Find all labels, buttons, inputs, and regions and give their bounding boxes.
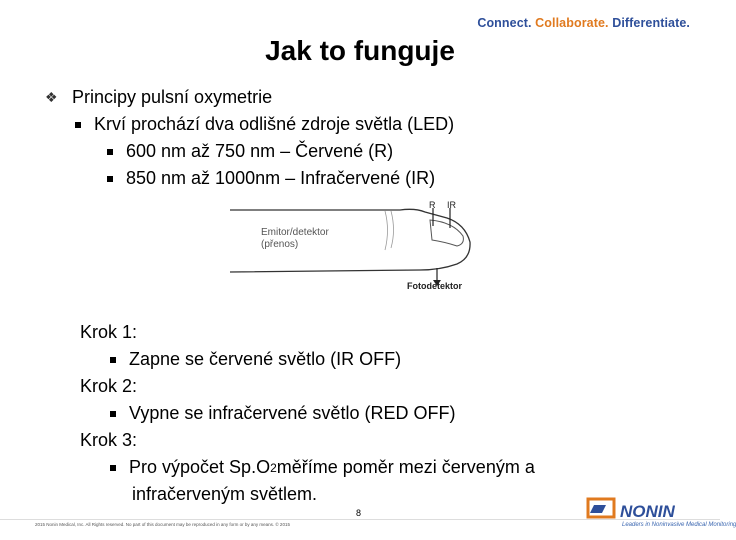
step2-text: Vypne se infračervené světlo (RED OFF) [129, 403, 456, 423]
nonin-logo [588, 495, 713, 535]
label-r: R [429, 200, 436, 210]
bullet-red-text: 600 nm až 750 nm – Červené (R) [126, 141, 394, 161]
bullet-ir [45, 165, 454, 192]
bullet-red [45, 138, 454, 165]
label-emitter-2: (přenos) [261, 239, 299, 250]
bullet-main [45, 84, 454, 111]
step3-text-b: měříme poměr mezi červeným a [276, 457, 535, 477]
tagline-differentiate: Differentiate. [612, 16, 690, 30]
step2-head: Krok 2: [80, 376, 138, 396]
bullet-sub [45, 111, 454, 138]
logo-mark-blue [590, 505, 606, 513]
bullet-sub-text: Krví prochází dva odlišné zdroje světla (LED) [94, 114, 455, 134]
step3-head: Krok 3: [80, 430, 138, 450]
skin-crease [385, 211, 388, 250]
square-bullet-icon [110, 357, 116, 363]
step3-continuation: infračerveným světlem. [132, 484, 318, 504]
bullet-list [45, 84, 454, 192]
bullet-ir-text: 850 nm až 1000nm – Infračervené (IR) [126, 168, 436, 188]
finger-diagram [225, 200, 515, 300]
step1-item [80, 346, 535, 373]
step3-text-a: Pro výpočet Sp.O [129, 457, 271, 477]
slide-title: Jak to funguje [265, 35, 455, 66]
square-bullet-icon [107, 176, 113, 182]
label-ir: IR [447, 200, 456, 210]
square-bullet-icon [107, 149, 113, 155]
step3-item: Pro výpočet Sp.O 2 měříme poměr mezi červeným a [80, 454, 535, 481]
bullet-main-text: Principy pulsní oxymetrie [72, 87, 273, 107]
copyright-text: 2015 Nonin Medical, Inc. All Rights reserved. No part of this document may be reproduced in any form or by any means. © 2015 [35, 522, 290, 527]
square-bullet-icon [110, 411, 116, 417]
tagline-collaborate: Collaborate. [535, 16, 609, 30]
label-photodetector: Fotodetektor [407, 281, 462, 291]
square-bullet-icon [110, 465, 116, 471]
header-tagline [477, 16, 690, 30]
skin-crease [391, 211, 394, 248]
square-bullet-icon [75, 122, 81, 128]
label-emitter: Emitor/detektor [261, 227, 329, 238]
step1-head: Krok 1: [80, 322, 138, 342]
step1-text: Zapne se červené světlo (IR OFF) [129, 349, 402, 369]
steps-list [80, 319, 535, 508]
logo-text: NONIN [620, 502, 675, 521]
tagline-connect: Connect. [477, 16, 532, 30]
step2-item [80, 400, 535, 427]
logo-subtitle: Leaders in Noninvasive Medical Monitoring [622, 522, 736, 528]
page-number: 8 [356, 508, 362, 518]
diamond-bullet-icon: ❖ [45, 89, 58, 105]
